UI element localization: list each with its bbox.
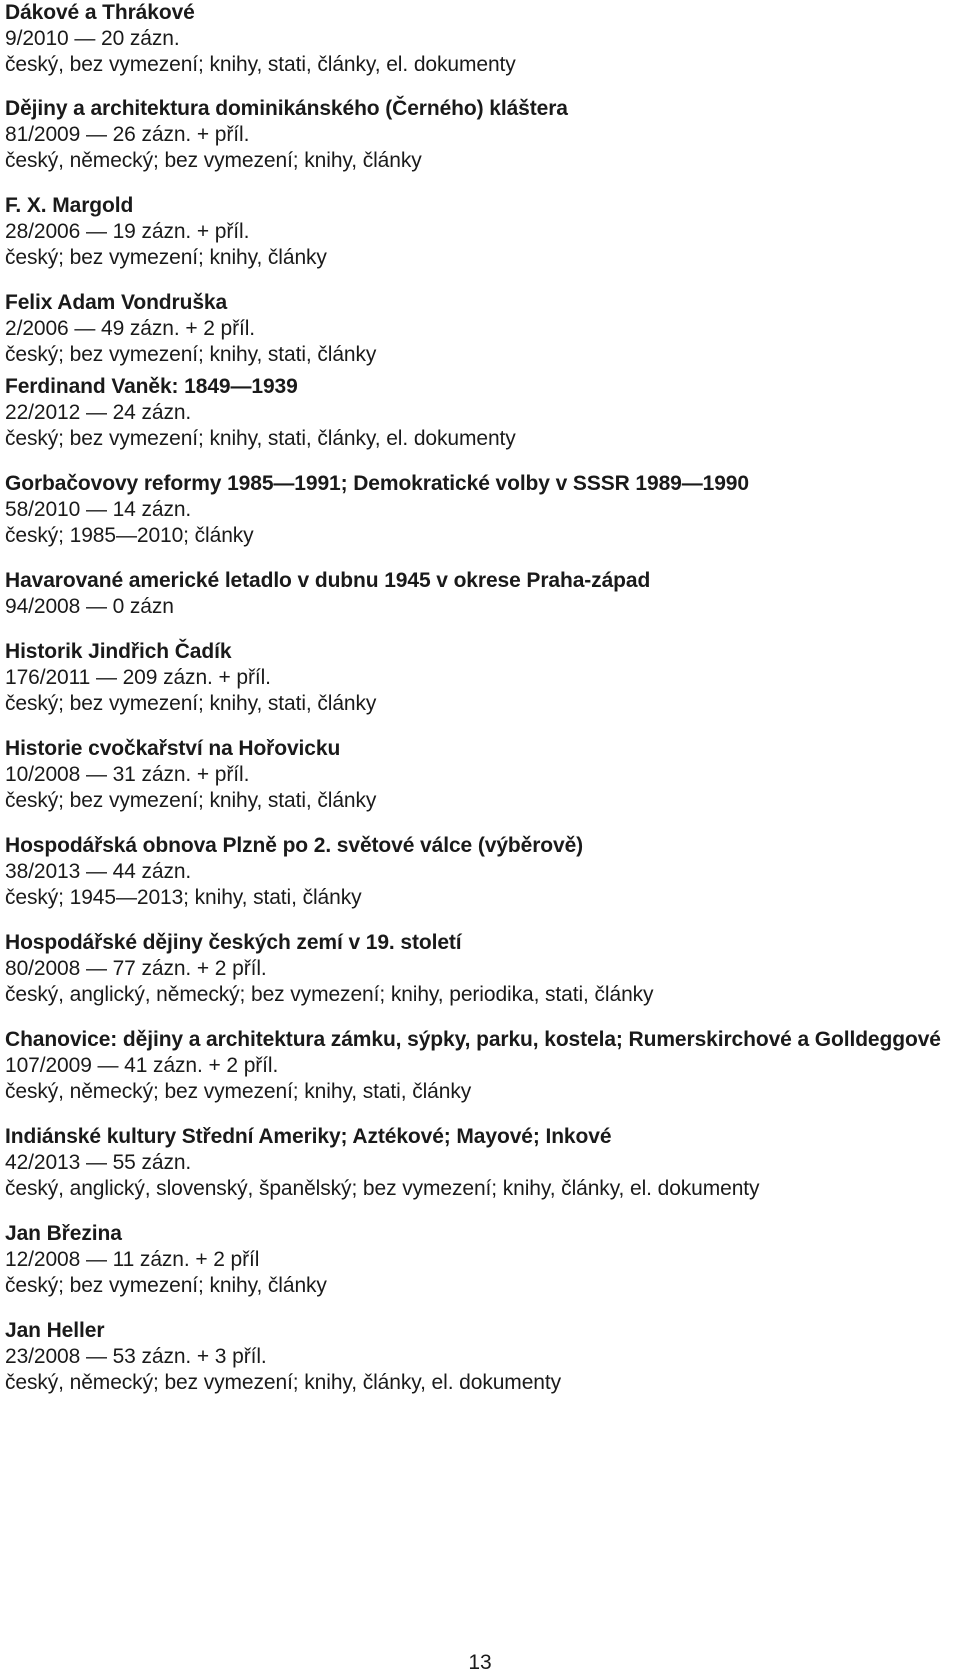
entry-title: Hospodářská obnova Plzně po 2. světové válce (výběrově)	[5, 834, 584, 857]
entry-historie-cvockarstvi	[5, 736, 957, 814]
entry-title: Ferdinand Vaněk: 1849—1939	[5, 375, 298, 398]
entry-details: český; bez vymezení; knihy, stati, články	[5, 789, 377, 812]
entry-details: český, německý; bez vymezení; knihy, stati, články	[5, 1080, 472, 1103]
entry-title: Felix Adam Vondruška	[5, 291, 228, 314]
entry-title: Gorbačovovy reformy 1985—1991; Demokratické volby v SSSR 1989—1990	[5, 472, 749, 495]
entry-hospodarske-dejiny	[5, 930, 957, 1008]
entry-meta: 12/2008 — 11 zázn. + 2 příl	[5, 1248, 260, 1271]
entry-meta: 42/2013 — 55 zázn.	[5, 1151, 192, 1174]
entry-details: český; 1985—2010; články	[5, 524, 254, 547]
entry-meta: 94/2008 — 0 zázn	[5, 595, 174, 618]
entry-meta: 23/2008 — 53 zázn. + 3 příl.	[5, 1345, 267, 1368]
page-number: 13	[468, 1651, 492, 1674]
entry-havarovane-letadlo	[5, 568, 957, 620]
entry-dakove-a-thrakove	[5, 0, 957, 78]
entry-ferdinand-vanek	[5, 374, 957, 452]
entry-jan-heller	[5, 1318, 957, 1396]
entry-meta: 2/2006 — 49 zázn. + 2 příl.	[5, 317, 256, 340]
entry-meta: 28/2006 — 19 zázn. + příl.	[5, 220, 250, 243]
entry-fx-margold	[5, 193, 957, 271]
entry-details: český; bez vymezení; knihy, stati, články	[5, 343, 377, 366]
entry-title: Historie cvočkařství na Hořovicku	[5, 737, 341, 760]
entry-title: Havarované americké letadlo v dubnu 1945 v okrese Praha-západ	[5, 569, 651, 592]
entry-details: český; 1945—2013; knihy, stati, články	[5, 886, 362, 909]
entry-details: český; bez vymezení; knihy, články	[5, 1274, 327, 1297]
entry-title: Dákové a Thrákové	[5, 1, 195, 24]
entry-meta: 107/2009 — 41 zázn. + 2 příl.	[5, 1054, 279, 1077]
entry-chanovice	[5, 1027, 957, 1105]
entry-indianske-kultury	[5, 1124, 957, 1202]
entry-details: český; bez vymezení; knihy, články	[5, 246, 327, 269]
entry-title: F. X. Margold	[5, 194, 134, 217]
entry-meta: 176/2011 — 209 zázn. + příl.	[5, 666, 271, 689]
entry-title: Chanovice: dějiny a architektura zámku, sýpky, parku, kostela; Rumerskirchové a Golldeggové	[5, 1028, 941, 1051]
entry-jan-brezina	[5, 1221, 957, 1299]
entry-details: český, anglický, slovenský, španělský; bez vymezení; knihy, články, el. dokumenty	[5, 1177, 760, 1200]
entry-title: Hospodářské dějiny českých zemí v 19. století	[5, 931, 462, 954]
entry-details: český; bez vymezení; knihy, stati, články	[5, 692, 377, 715]
document-page	[5, 0, 957, 1396]
entry-details: český, anglický, německý; bez vymezení; knihy, periodika, stati, články	[5, 983, 654, 1006]
entry-title: Historik Jindřich Čadík	[5, 640, 232, 663]
entry-hospodarska-obnova-plzne	[5, 833, 957, 911]
entry-meta: 22/2012 — 24 zázn.	[5, 401, 192, 424]
entry-historik-jindrich-cadik	[5, 639, 957, 717]
entry-gorbacovovy-reformy	[5, 471, 957, 549]
entry-title: Jan Heller	[5, 1319, 105, 1342]
entry-details: český, bez vymezení; knihy, stati, články, el. dokumenty	[5, 53, 516, 76]
entry-title: Indiánské kultury Střední Ameriky; Aztékové; Mayové; Inkové	[5, 1125, 612, 1148]
entry-meta: 10/2008 — 31 zázn. + příl.	[5, 763, 250, 786]
entry-meta: 80/2008 — 77 zázn. + 2 příl.	[5, 957, 267, 980]
entry-title: Dějiny a architektura dominikánského (Černého) kláštera	[5, 97, 568, 120]
entry-details: český; bez vymezení; knihy, stati, články, el. dokumenty	[5, 427, 516, 450]
entry-felix-adam-vondruska	[5, 290, 957, 368]
entry-details: český, německý; bez vymezení; knihy, články, el. dokumenty	[5, 1371, 561, 1394]
entry-meta: 81/2009 — 26 zázn. + příl.	[5, 123, 250, 146]
entry-title: Jan Březina	[5, 1222, 122, 1245]
entry-meta: 38/2013 — 44 zázn.	[5, 860, 192, 883]
entry-dejiny-dominikanskeho-klastera	[5, 96, 957, 174]
entry-meta: 58/2010 — 14 zázn.	[5, 498, 192, 521]
entry-meta: 9/2010 — 20 zázn.	[5, 27, 180, 50]
entry-details: český, německý; bez vymezení; knihy, články	[5, 149, 422, 172]
